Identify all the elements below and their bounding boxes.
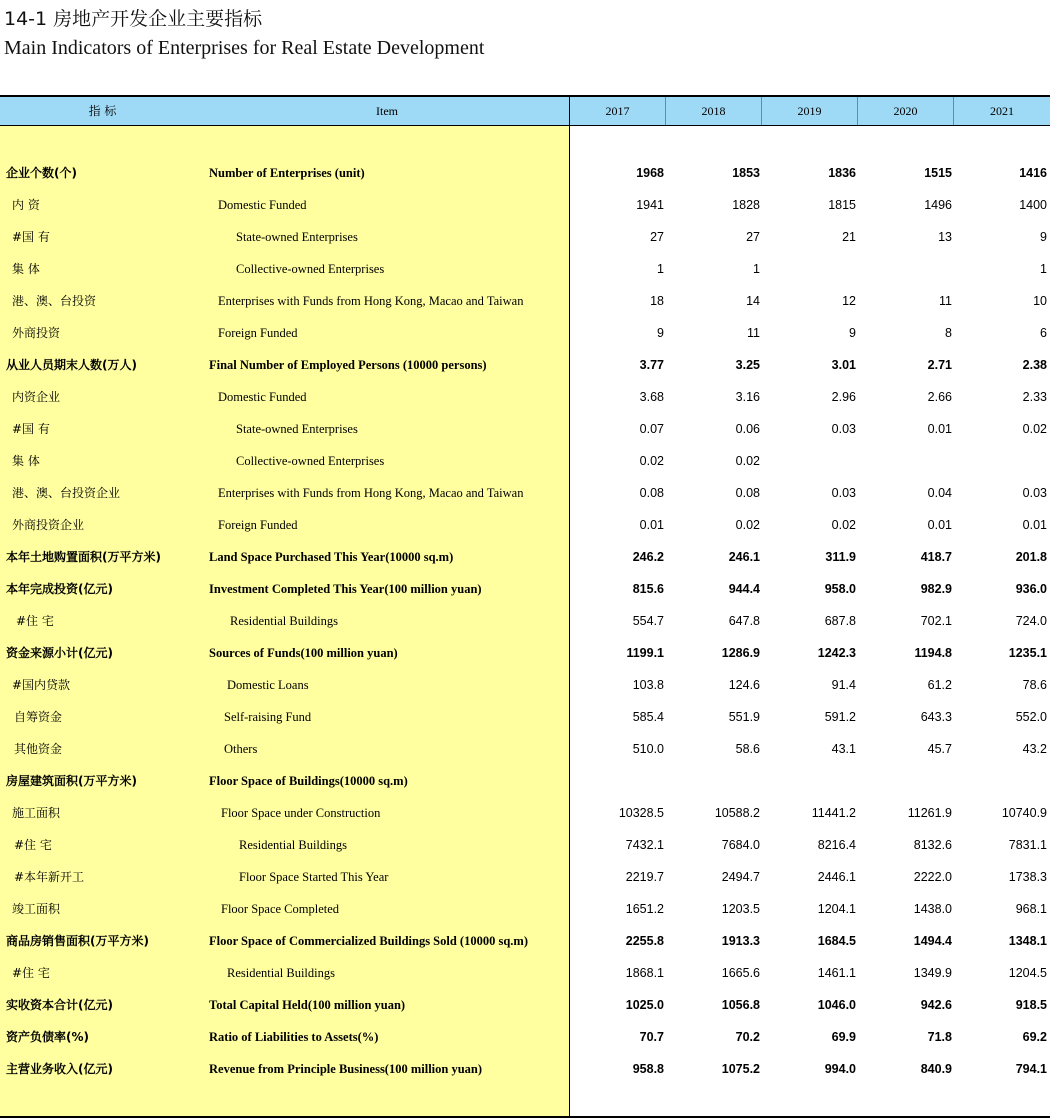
value-cell-2017: 510.0 [632,742,664,756]
value-cell-2018: 1 [753,262,760,276]
row-label-en: Floor Space of Commercialized Buildings Sold (10000 sq.m) [209,934,528,948]
row-label-cn: 企业个数(个) [6,166,77,180]
value-cell-2018: 0.06 [735,422,760,436]
header-indicator-cn: 指 标 [88,104,117,118]
row-label-en: Floor Space Started This Year [239,870,389,884]
value-cell-2021: 43.2 [1022,742,1047,756]
table-row [0,285,1050,317]
value-cell-2017: 0.02 [639,454,664,468]
value-cell-2021: 794.1 [1015,1062,1047,1076]
value-cell-2017: 3.68 [639,390,664,404]
value-cell-2017: 815.6 [632,582,664,596]
value-cell-2021: 724.0 [1015,614,1047,628]
row-label-cn: 资金来源小计(亿元) [6,646,113,660]
value-cell-2019: 11441.2 [811,806,856,820]
value-cell-2021: 201.8 [1015,550,1047,564]
value-cell-2021: 2.38 [1022,358,1047,372]
value-cell-2017: 0.08 [639,486,664,500]
row-label-en: Residential Buildings [239,838,347,852]
value-cell-2019: 591.2 [824,710,856,724]
value-cell-2020: 61.2 [927,678,952,692]
value-cell-2021: 1400 [1019,198,1047,212]
value-cell-2020: 2.71 [927,358,952,372]
table-row [0,765,1050,797]
value-cell-2020: 702.1 [920,614,952,628]
row-label-en: Sources of Funds(100 million yuan) [209,646,398,660]
value-cell-2020: 1194.8 [914,646,952,660]
row-label-en: Others [224,742,258,756]
table-row [0,925,1050,957]
row-label-cn: 资产负债率(%) [6,1030,89,1044]
row-label-cn: #国内贷款 [12,678,71,692]
value-cell-2017: 1025.0 [625,998,664,1012]
value-cell-2018: 7684.0 [721,838,760,852]
table-title-english: Main Indicators of Enterprises for Real Estate Development [4,37,485,59]
row-label-cn: 集 体 [12,262,40,276]
value-cell-2021: 1416 [1019,166,1047,180]
value-cell-2020: 0.01 [927,518,952,532]
value-cell-2017: 958.8 [632,1062,664,1076]
header-year-2019: 2019 [797,104,822,118]
value-cell-2018: 1913.3 [721,934,760,948]
row-label-cn: 主营业务收入(亿元) [6,1062,113,1076]
row-label-cn: 港、澳、台投资 [12,294,97,308]
row-label-cn: 施工面积 [12,806,61,820]
value-cell-2017: 27 [650,230,664,244]
row-label-en: Foreign Funded [218,518,298,532]
row-label-cn: 内 资 [12,198,40,212]
value-cell-2018: 1056.8 [721,998,760,1012]
row-label-en: Domestic Funded [218,390,307,404]
table-row [0,893,1050,925]
value-cell-2021: 10 [1033,294,1047,308]
row-label-en: Floor Space under Construction [221,806,381,820]
table-row [0,477,1050,509]
value-cell-2019: 994.0 [824,1062,856,1076]
value-cell-2020: 8132.6 [913,838,952,852]
value-cell-2019: 311.9 [825,550,856,564]
value-cell-2021: 0.03 [1022,486,1047,500]
row-label-en: Floor Space of Buildings(10000 sq.m) [209,774,408,788]
row-label-cn: 外商投资 [12,326,61,340]
value-cell-2018: 0.02 [735,454,760,468]
row-label-en: Final Number of Employed Persons (10000 persons) [209,358,487,372]
table-row [0,1053,1050,1085]
value-cell-2020: 1349.9 [913,966,952,980]
value-cell-2018: 551.9 [728,710,760,724]
table-row [0,669,1050,701]
value-cell-2019: 3.01 [831,358,856,372]
value-cell-2020: 11 [939,294,952,308]
row-label-en: Collective-owned Enterprises [236,454,385,468]
value-cell-2019: 1046.0 [817,998,856,1012]
table-row [0,445,1050,477]
value-cell-2020: 942.6 [920,998,952,1012]
value-cell-2018: 0.02 [735,518,760,532]
table-row [0,317,1050,349]
row-label-cn: 自筹资金 [14,710,63,724]
row-label-cn: 房屋建筑面积(万平方米) [6,774,137,788]
header-year-2018: 2018 [701,104,726,118]
header-row [0,97,1050,126]
value-cell-2019: 1815 [828,198,856,212]
table-row [0,253,1050,285]
header-year-2021: 2021 [990,104,1014,118]
row-label-en: Foreign Funded [218,326,298,340]
value-cell-2019: 0.02 [831,518,856,532]
value-cell-2021: 0.02 [1022,422,1047,436]
value-cell-2018: 0.08 [735,486,760,500]
value-cell-2021: 1204.5 [1008,966,1047,980]
value-cell-2020: 0.01 [927,422,952,436]
value-cell-2017: 1199.1 [626,646,664,660]
value-cell-2018: 70.2 [735,1030,760,1044]
value-cell-2021: 968.1 [1015,902,1047,916]
row-label-en: Collective-owned Enterprises [236,262,385,276]
value-cell-2018: 14 [746,294,760,308]
row-label-cn: 商品房销售面积(万平方米) [6,934,149,948]
row-label-cn: 本年完成投资(亿元) [6,582,113,596]
value-cell-2018: 1286.9 [721,646,760,660]
value-cell-2021: 918.5 [1015,998,1047,1012]
value-cell-2019: 91.4 [831,678,856,692]
value-cell-2020: 418.7 [920,550,952,564]
value-cell-2019: 12 [842,294,856,308]
value-cell-2021: 2.33 [1022,390,1047,404]
value-cell-2019: 8216.4 [817,838,856,852]
row-label-cn: 其他资金 [14,742,63,756]
value-cell-2020: 982.9 [920,582,952,596]
table-row [0,701,1050,733]
row-label-cn: 从业人员期末人数(万人) [6,358,137,372]
value-cell-2021: 10740.9 [1001,806,1047,820]
row-label-en: Ratio of Liabilities to Assets(%) [209,1030,379,1044]
table-row [0,829,1050,861]
row-label-cn: 实收资本合计(亿元) [6,998,113,1012]
value-cell-2019: 2.96 [831,390,856,404]
table-title-chinese: 14-1 房地产开发企业主要指标 [4,8,263,30]
value-cell-2020: 1438.0 [913,902,952,916]
table-row [0,157,1050,189]
row-label-cn: #国 有 [12,230,50,244]
table-row [0,1021,1050,1053]
value-cell-2019: 69.9 [831,1030,856,1044]
value-cell-2017: 1868.1 [625,966,664,980]
value-cell-2018: 124.6 [728,678,760,692]
value-cell-2017: 554.7 [632,614,664,628]
table-row [0,637,1050,669]
value-cell-2018: 1075.2 [721,1062,760,1076]
value-cell-2020: 2.66 [927,390,952,404]
value-cell-2017: 18 [650,294,664,308]
value-cell-2018: 3.16 [735,390,760,404]
value-cell-2019: 1242.3 [817,646,856,660]
value-cell-2021: 1235.1 [1008,646,1047,660]
table-row [0,413,1050,445]
table-row [0,861,1050,893]
value-cell-2020: 71.8 [927,1030,952,1044]
row-label-en: Number of Enterprises (unit) [209,166,365,180]
value-cell-2019: 0.03 [831,486,856,500]
value-cell-2018: 647.8 [728,614,760,628]
row-label-en: Enterprises with Funds from Hong Kong, Macao and Taiwan [218,294,524,308]
value-cell-2017: 2255.8 [625,934,664,948]
value-cell-2018: 27 [746,230,760,244]
value-cell-2020: 13 [938,230,952,244]
value-cell-2020: 1494.4 [913,934,952,948]
value-cell-2021: 6 [1040,326,1047,340]
table-row [0,541,1050,573]
table-row [0,605,1050,637]
value-cell-2020: 2222.0 [913,870,952,884]
value-cell-2019: 43.1 [831,742,856,756]
table-row [0,189,1050,221]
value-cell-2017: 10328.5 [618,806,664,820]
row-label-en: Domestic Funded [218,198,307,212]
value-cell-2019: 21 [842,230,856,244]
value-cell-2020: 1515 [924,166,952,180]
value-cell-2021: 9 [1040,230,1047,244]
row-label-en: Investment Completed This Year(100 million yuan) [209,582,482,596]
value-cell-2021: 78.6 [1022,678,1047,692]
value-cell-2018: 1828 [732,198,760,212]
row-label-cn: #本年新开工 [14,870,85,884]
row-label-cn: #住 宅 [12,966,50,980]
value-cell-2021: 1348.1 [1008,934,1047,948]
value-cell-2017: 246.2 [632,550,664,564]
row-label-cn: 竣工面积 [12,902,61,916]
value-cell-2017: 0.07 [639,422,664,436]
value-cell-2018: 246.1 [728,550,760,564]
table-row [0,349,1050,381]
value-cell-2019: 1461.1 [817,966,856,980]
row-label-cn: #住 宅 [16,614,54,628]
value-cell-2021: 936.0 [1015,582,1047,596]
row-label-cn: 本年土地购置面积(万平方米) [6,550,161,564]
row-label-en: Total Capital Held(100 million yuan) [209,998,406,1012]
value-cell-2020: 0.04 [927,486,952,500]
row-label-en: Self-raising Fund [224,710,312,724]
value-cell-2018: 3.25 [735,358,760,372]
value-cell-2019: 1204.1 [817,902,856,916]
value-cell-2017: 585.4 [632,710,664,724]
value-cell-2021: 1 [1040,262,1047,276]
value-cell-2020: 643.3 [920,710,952,724]
value-cell-2017: 2219.7 [625,870,664,884]
value-cell-2018: 58.6 [735,742,760,756]
value-cell-2017: 1651.2 [625,902,664,916]
value-cell-2018: 1665.6 [721,966,760,980]
value-cell-2018: 2494.7 [721,870,760,884]
value-cell-2021: 1738.3 [1008,870,1047,884]
value-cell-2017: 1968 [636,166,664,180]
row-label-en: Residential Buildings [230,614,338,628]
value-cell-2017: 0.01 [639,518,664,532]
value-cell-2020: 8 [945,326,952,340]
value-cell-2017: 70.7 [639,1030,664,1044]
value-cell-2020: 11261.9 [907,806,952,820]
value-cell-2017: 9 [657,326,664,340]
value-cell-2019: 687.8 [824,614,856,628]
table-row [0,509,1050,541]
table-row [0,573,1050,605]
value-cell-2020: 45.7 [927,742,952,756]
value-cell-2019: 958.0 [824,582,856,596]
value-cell-2020: 1496 [924,198,952,212]
row-label-en: Domestic Loans [227,678,309,692]
value-cell-2020: 840.9 [920,1062,952,1076]
row-label-en: Residential Buildings [227,966,335,980]
value-cell-2018: 1853 [732,166,760,180]
row-label-cn: 集 体 [12,454,40,468]
row-label-cn: 港、澳、台投资企业 [12,486,121,500]
header-year-2020: 2020 [893,104,918,118]
value-cell-2021: 552.0 [1015,710,1047,724]
row-label-en: Land Space Purchased This Year(10000 sq.m) [209,550,454,564]
row-label-en: State-owned Enterprises [236,422,358,436]
row-label-en: State-owned Enterprises [236,230,358,244]
header-item-en: Item [376,104,398,118]
table-row [0,797,1050,829]
row-label-en: Revenue from Principle Business(100 million yuan) [209,1062,483,1076]
value-cell-2018: 10588.2 [714,806,760,820]
row-label-cn: 内资企业 [12,390,61,404]
table-row [0,733,1050,765]
header-year-2017: 2017 [605,104,630,118]
table-row [0,957,1050,989]
value-cell-2019: 2446.1 [817,870,856,884]
value-cell-2017: 1 [657,262,664,276]
row-label-cn: #国 有 [12,422,50,436]
value-cell-2017: 103.8 [632,678,664,692]
value-cell-2018: 1203.5 [721,902,760,916]
value-cell-2019: 9 [849,326,856,340]
row-label-cn: #住 宅 [14,838,52,852]
value-cell-2019: 1684.5 [817,934,856,948]
row-label-cn: 外商投资企业 [12,518,85,532]
row-label-en: Floor Space Completed [221,902,340,916]
value-cell-2017: 7432.1 [625,838,664,852]
value-cell-2017: 3.77 [639,358,664,372]
row-label-en: Enterprises with Funds from Hong Kong, Macao and Taiwan [218,486,524,500]
table-row [0,989,1050,1021]
table-row [0,221,1050,253]
value-cell-2021: 7831.1 [1008,838,1047,852]
value-cell-2021: 69.2 [1022,1030,1047,1044]
value-cell-2017: 1941 [636,198,664,212]
indicators-table [0,95,1050,1117]
value-cell-2018: 944.4 [728,582,760,596]
value-cell-2021: 0.01 [1022,518,1047,532]
table-row [0,381,1050,413]
value-cell-2019: 1836 [828,166,856,180]
value-cell-2018: 11 [747,326,760,340]
value-cell-2019: 0.03 [831,422,856,436]
